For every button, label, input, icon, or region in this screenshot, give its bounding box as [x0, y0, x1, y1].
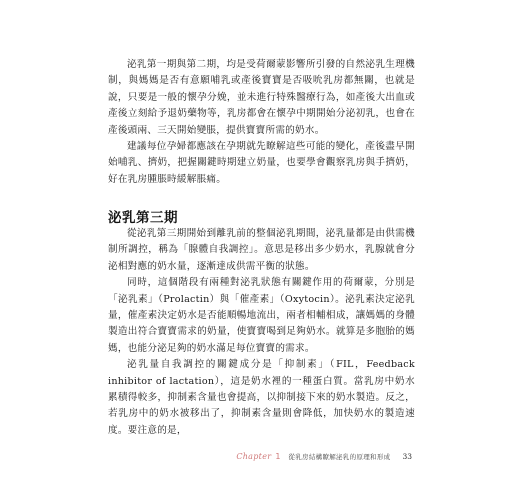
section-two-text	[108, 226, 415, 439]
chapter-label: Chapter	[236, 452, 272, 461]
chapter-number: 1	[275, 452, 281, 461]
body-paragraph: 泌乳第一期與第二期，均是受荷爾蒙影響所引發的自然泌乳生理機制，與媽媽是否有意願哺乳或產後寶寶是否吸吮乳房都無關，也就是說，只要是一般的懷孕分娩，並未進行特殊醫療行為，如產後大出血或產後立刻給予退奶藥物等，乳房都會在懷孕中期開始分泌初乳，也會在產後頭兩、三天開始變脹，提供寶寶所需的奶水。	[108, 59, 415, 136]
body-paragraph: 從泌乳第三期開始到離乳前的整個泌乳期間，泌乳量都是由供需機制所調控，稱為「腺體自我調控」。意思是移出多少奶水，乳腺就會分泌相對應的奶水量，逐漸達成供需平衡的狀態。	[108, 228, 415, 272]
body-paragraph: 建議每位孕婦都應該在孕期就先瞭解這些可能的變化，產後盡早開始哺乳、擠奶，把握關鍵時期建立奶量，也要學會觀察乳房與手擠奶，好在乳房腫脹時緩解脹痛。	[108, 141, 415, 185]
section-one-text	[108, 57, 415, 188]
page-number: 33	[402, 452, 412, 461]
body-paragraph: 泌乳量自我調控的關鍵成分是「抑制素」（FIL，Feedback inhibitor of lactation），這是奶水裡的一種蛋白質。當乳房中奶水累積得較多，抑制素含量也會提高，以抑制接下來的奶水製造。反之，若乳房中的奶水被移出了，抑制素含量則會降低，加快奶水的製造速度。要注意的是，	[108, 359, 415, 436]
chapter-title: 從乳房結構瞭解泌乳的原理和形成	[288, 453, 391, 461]
body-paragraph: 同時，這個階段有兩種對泌乳狀態有關鍵作用的荷爾蒙，分別是「泌乳素」（Prolactin）與「催產素」（Oxytocin）。泌乳素決定泌乳量，催產素決定奶水是否能順暢地流出，兩者相輔相成，讓媽媽的身體製造出符合寶寶需求的奶量，使寶寶喝到足夠奶水。就算是多胞胎的媽媽，也能分泌足夠的奶水滿足每位寶寶的需求。	[108, 277, 415, 354]
page-footer	[236, 452, 412, 461]
section-heading: 泌乳第三期	[108, 210, 178, 226]
